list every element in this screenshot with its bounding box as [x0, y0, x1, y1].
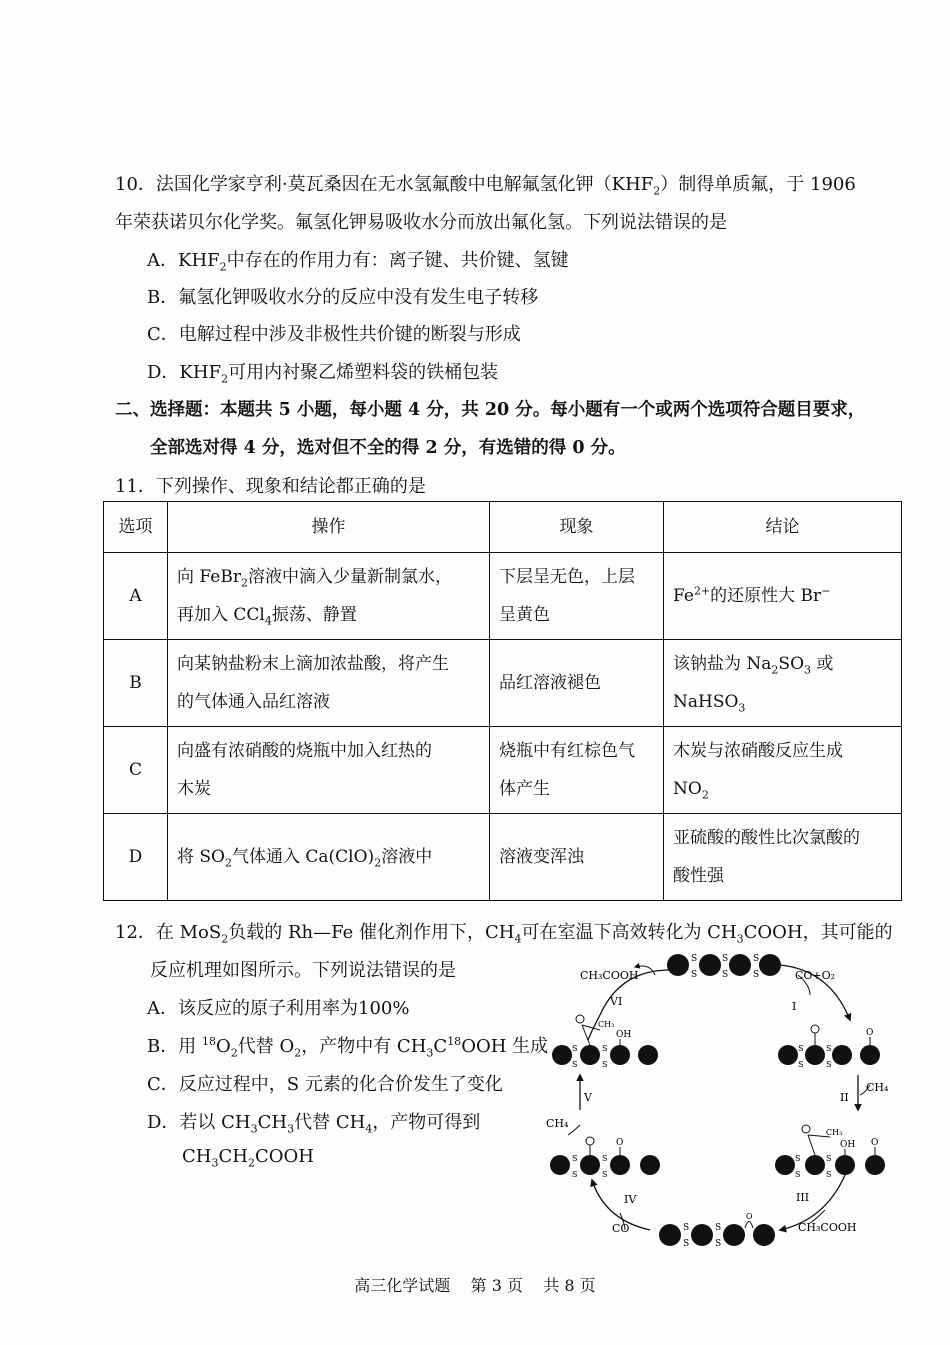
- step-iv: IV: [624, 1193, 637, 1206]
- svg-text:S: S: [572, 1044, 578, 1053]
- q12-option-c: C．反应过程中，S 元素的化合价发生了变化: [147, 1074, 503, 1095]
- step-v: V: [584, 1091, 592, 1104]
- catalyst-right-lower: [775, 1125, 885, 1179]
- q10-option-c: C．电解过程中涉及非极性共价键的断裂与形成: [147, 324, 521, 345]
- row-operation: 向 FeBr$_2$溶液中滴入少量新制氯水， 再加入 CCl$_4$振荡、静置: [168, 553, 490, 640]
- q10-option-a: A．$KHF_2$中存在的作用力有：离子键、共价键、氢键: [147, 250, 569, 274]
- svg-text:S: S: [572, 1154, 578, 1163]
- catalyst-left-lower: [550, 1137, 660, 1179]
- svg-text:S: S: [722, 954, 729, 964]
- label-ch3cooh-bottom: CH₃COOH: [798, 1221, 857, 1234]
- svg-text:CH₃: CH₃: [826, 1128, 843, 1137]
- step-ii: II: [840, 1091, 849, 1104]
- q12-option-b: B．用 $^{18}O_2$代替 $O_2$，产物中有 $CH_3C^{18}OOH$ 生成: [147, 1035, 549, 1060]
- row-option-label: D: [104, 814, 168, 901]
- svg-text:S: S: [572, 1060, 578, 1069]
- row-option-label: A: [104, 553, 168, 640]
- svg-text:OH: OH: [616, 1030, 632, 1040]
- q11-stem: 11．下列操作、现象和结论都正确的是: [115, 476, 426, 497]
- svg-text:S: S: [826, 1060, 832, 1069]
- catalyst-top: [667, 954, 781, 980]
- branch-arrow-ch4-in-2: [568, 1125, 580, 1135]
- svg-text:S: S: [683, 1239, 690, 1249]
- catalyst-left-upper: [552, 1015, 658, 1069]
- svg-text:O: O: [871, 1138, 879, 1148]
- q10-stem-line1: 10．法国化学家亨利·莫瓦桑因在无水氢氟酸中电解氟氢化钾$(KHF_2)$制得单质氟，于 1906: [115, 174, 856, 198]
- section2-heading-line1: 二、选择题：本题共 5 小题，每小题 4 分，共 20 分。每小题有一个或两个选项符合题目要求，: [115, 400, 866, 420]
- q10-stem-line2: 年荣获诺贝尔化学奖。氟氢化钾易吸收水分而放出氟化氢。下列说法错误的是: [115, 212, 727, 233]
- row-option-label: B: [104, 640, 168, 727]
- svg-text:O: O: [746, 1212, 753, 1221]
- header-option: 选项: [104, 502, 168, 553]
- svg-text:O: O: [866, 1028, 874, 1038]
- row-operation: 将 $SO_2$气体通入 $Ca(ClO)_2$溶液中: [168, 814, 490, 901]
- label-ch3cooh-top: CH₃COOH: [580, 969, 639, 982]
- svg-text:S: S: [683, 1223, 690, 1233]
- page-footer: [0, 1273, 950, 1296]
- svg-text:S: S: [602, 1044, 608, 1053]
- svg-text:S: S: [753, 970, 760, 980]
- table-header-row: [104, 502, 902, 553]
- row-option-label: C: [104, 727, 168, 814]
- svg-text:S: S: [691, 954, 698, 964]
- label-co: CO: [612, 1222, 630, 1235]
- svg-text:S: S: [826, 1154, 832, 1163]
- header-conclusion: 结论: [664, 502, 902, 553]
- reaction-mechanism-diagram: [540, 945, 900, 1255]
- footer-title: 高三化学试题: [354, 1276, 451, 1295]
- step-vi: VI: [610, 995, 623, 1008]
- step-iii: III: [796, 1191, 810, 1204]
- svg-text:S: S: [602, 1060, 608, 1069]
- svg-text:S: S: [572, 1170, 578, 1179]
- svg-text:S: S: [722, 970, 729, 980]
- row-conclusion: 亚硫酸的酸性比次氯酸的 酸性强: [664, 814, 902, 901]
- table-row: [104, 553, 902, 640]
- row-phenomenon: 烧瓶中有红棕色气 体产生: [490, 727, 664, 814]
- catalyst-right-upper: [778, 1025, 880, 1069]
- q10-option-d: D．$KHF_2$可用内衬聚乙烯塑料袋的铁桶包装: [147, 362, 499, 386]
- q12-option-d: D．若以 $CH_3CH_3$代替 $CH_4$，产物可得到: [147, 1112, 481, 1136]
- svg-text:S: S: [795, 1170, 801, 1179]
- svg-text:S: S: [691, 970, 698, 980]
- svg-text:CH₃: CH₃: [598, 1020, 615, 1029]
- svg-text:S: S: [826, 1170, 832, 1179]
- step-i: I: [792, 1000, 797, 1013]
- q11-table: [103, 501, 902, 901]
- row-operation: 向盛有浓硝酸的烧瓶中加入红热的 木炭: [168, 727, 490, 814]
- row-phenomenon: 溶液变浑浊: [490, 814, 664, 901]
- row-phenomenon: 下层呈无色，上层 呈黄色: [490, 553, 664, 640]
- row-phenomenon: 品红溶液褪色: [490, 640, 664, 727]
- section2-heading-line2: 全部选对得 4 分，选对但不全的得 2 分，有选错的得 0 分。: [150, 438, 626, 458]
- svg-text:OH: OH: [840, 1140, 856, 1150]
- svg-text:S: S: [715, 1239, 722, 1249]
- svg-text:S: S: [795, 1154, 801, 1163]
- row-conclusion: 该钠盐为 $Na_2SO_3$ 或 NaHSO$_3$: [664, 640, 902, 727]
- svg-text:S: S: [753, 954, 760, 964]
- label-co-o2: CO+O₂: [795, 969, 836, 982]
- row-conclusion: 木炭与浓硝酸反应生成 $NO_2$: [664, 727, 902, 814]
- header-phenomenon: 现象: [490, 502, 664, 553]
- svg-text:S: S: [826, 1044, 832, 1053]
- row-conclusion: $Fe^{2+}$的还原性大 Br−: [664, 553, 902, 640]
- footer-total-pages: 共 8 页: [543, 1276, 596, 1295]
- svg-text:O: O: [616, 1138, 624, 1148]
- catalyst-bottom: [659, 1212, 775, 1249]
- svg-text:S: S: [715, 1223, 722, 1233]
- q12-option-d-continued: $CH_3CH_2COOH$: [182, 1146, 314, 1170]
- row-operation: 向某钠盐粉末上滴加浓盐酸，将产生 的气体通入品红溶液: [168, 640, 490, 727]
- q10-option-b: B．氟氢化钾吸收水分的反应中没有发生电子转移: [147, 287, 539, 308]
- svg-text:S: S: [798, 1044, 804, 1053]
- svg-text:S: S: [798, 1060, 804, 1069]
- q12-stem-line2: 反应机理如图所示。下列说法错误的是: [150, 960, 456, 981]
- label-ch4-right: CH₄: [866, 1081, 889, 1094]
- table-row: [104, 814, 902, 901]
- table-row: [104, 727, 902, 814]
- q12-stem-line1: 12．在 MoS$_2$负载的 Rh—Fe 催化剂作用下，$CH_4$可在室温下高效转化为 $CH_3COOH$，其可能的: [115, 922, 893, 946]
- footer-page-number: 第 3 页: [470, 1276, 523, 1295]
- label-ch4-left: CH₄: [546, 1117, 569, 1130]
- header-operation: 操作: [168, 502, 490, 553]
- svg-text:S: S: [602, 1154, 608, 1163]
- table-row: [104, 640, 902, 727]
- q12-option-a: A．该反应的原子利用率为100%: [147, 998, 410, 1019]
- svg-text:S: S: [602, 1170, 608, 1179]
